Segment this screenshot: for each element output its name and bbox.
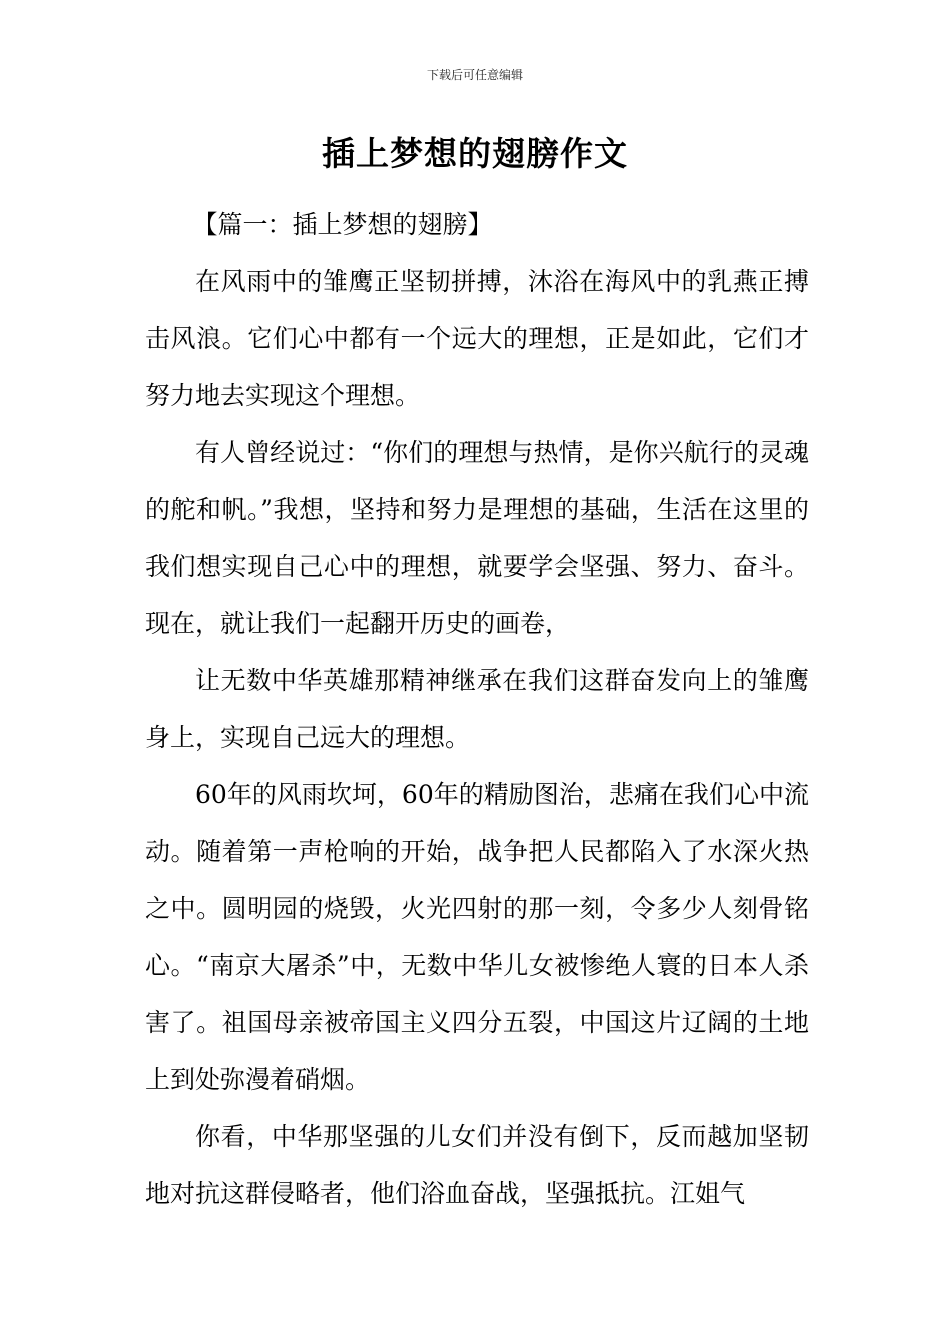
- paragraph: 你看，中华那坚强的儿女们并没有倒下，反而越加坚韧地对抗这群侵略者，他们浴血奋战，坚强抵抗。江姐气: [145, 1122, 809, 1208]
- paragraph: 让无数中华英雄那精神继承在我们这群奋发向上的雏鹰身上，实现自己远大的理想。: [145, 666, 809, 752]
- section-heading: 【篇一：插上梦想的翅膀】: [192, 210, 493, 239]
- document-body: [145, 196, 809, 1222]
- paragraph: 有人曾经说过：“你们的理想与热情，是你兴航行的灵魂的舵和帆。”我想，坚持和努力是理想的基础，生活在这里的我们想实现自己心中的理想，就要学会坚强、努力、奋斗。现在，就让我们一起翻开历史的画卷，: [145, 438, 809, 638]
- paragraph: 在风雨中的雏鹰正坚韧拼搏，沐浴在海风中的乳燕正搏击风浪。它们心中都有一个远大的理想，正是如此，它们才努力地去实现这个理想。: [145, 267, 809, 410]
- paragraph: 60年的风雨坎坷，60年的精励图治，悲痛在我们心中流动。随着第一声枪响的开始，战争把人民都陷入了水深火热之中。圆明园的烧毁，火光四射的那一刻，令多少人刻骨铭心。“南京大屠杀”中，无数中华儿女被惨绝人寰的日本人杀害了。祖国母亲被帝国主义四分五裂，中国这片辽阔的土地上到处弥漫着硝烟。: [145, 780, 809, 1094]
- document-title: 插上梦想的翅膀作文: [322, 134, 628, 173]
- header-note: 下载后可任意编辑: [426, 68, 523, 82]
